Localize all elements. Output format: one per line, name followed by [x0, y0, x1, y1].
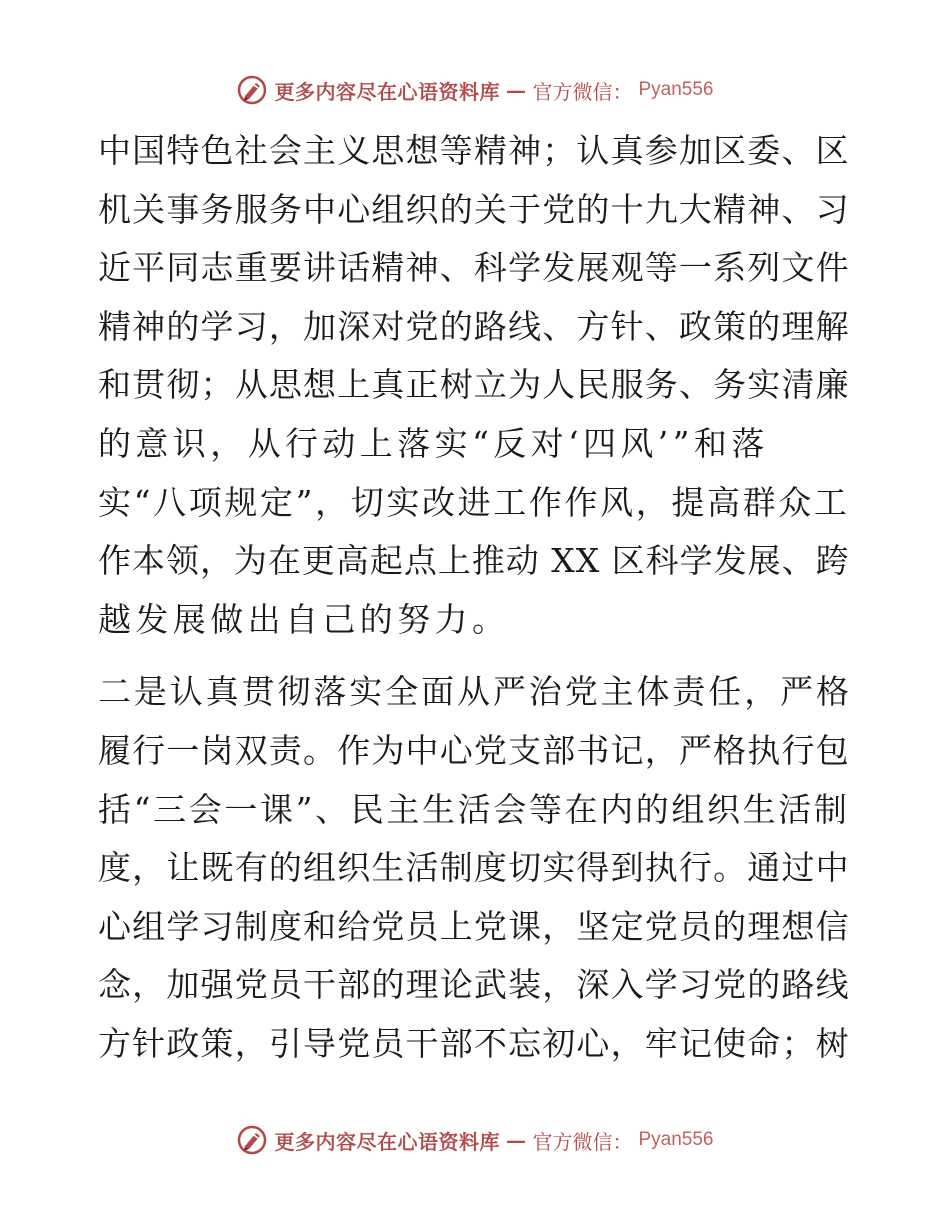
- text-line: 越发展做出自己的努力。: [98, 599, 510, 639]
- pen-logo-icon: [236, 74, 268, 106]
- text-line: 精神的学习，加深对党的路线、方针、政策的理解: [98, 306, 850, 346]
- text-line: 机关事务服务中心组织的关于党的十九大精神、习: [98, 189, 850, 229]
- document-body: [98, 122, 850, 1074]
- text-line: 作本领，为在更高起点上推动 XX 区科学发展、跨: [98, 541, 850, 581]
- text-line: 方针政策，引导党员干部不忘初心，牢记使命；树: [98, 1023, 850, 1063]
- footer-banner: [0, 1120, 950, 1160]
- paragraph-2: [98, 663, 850, 1073]
- banner-main-text: 更多内容尽在心语资料库: [274, 79, 500, 104]
- text-line: 度，让既有的组织生活制度切实得到执行。通过中: [98, 848, 850, 888]
- banner-wechat-label: 官方微信：: [532, 79, 633, 104]
- text-line: 中国特色社会主义思想等精神；认真参加区委、区: [98, 131, 850, 170]
- header-banner-content: [236, 74, 713, 106]
- text-line: 履行一岗双责。作为中心党支部书记，严格执行包: [98, 730, 850, 770]
- banner-main-text: 更多内容尽在心语资料库: [274, 1129, 500, 1154]
- text-line: 括“三会一课”、民主生活会等在内的组织生活制: [98, 789, 850, 829]
- banner-dash: —: [505, 1128, 527, 1152]
- text-line: 的意识，从行动上落实“反对‘四风’”和落: [98, 423, 769, 463]
- banner-dash: —: [505, 78, 527, 102]
- header-banner: [0, 70, 950, 110]
- banner-wechat-label: 官方微信：: [532, 1129, 633, 1154]
- text-line: 近平同志重要讲话精神、科学发展观等一系列文件: [98, 248, 850, 288]
- banner-wechat-id: Pyan556: [638, 1129, 714, 1150]
- paragraph-1: [98, 122, 850, 649]
- footer-banner-content: [236, 1124, 713, 1156]
- paragraph-spacer: [98, 649, 850, 663]
- text-line: 二是认真贯彻落实全面从严治党主体责任，严格: [98, 672, 852, 712]
- banner-wechat-id: Pyan556: [638, 79, 714, 100]
- text-line: 心组学习制度和给党员上党课，坚定党员的理想信: [98, 906, 850, 946]
- text-line: 念，加强党员干部的理论武装，深入学习党的路线: [98, 965, 850, 1005]
- pen-logo-icon: [236, 1124, 268, 1156]
- text-line: 和贯彻；从思想上真正树立为人民服务、务实清廉: [98, 365, 850, 405]
- text-line: 实“八项规定”，切实改进工作作风，提高群众工: [98, 482, 850, 522]
